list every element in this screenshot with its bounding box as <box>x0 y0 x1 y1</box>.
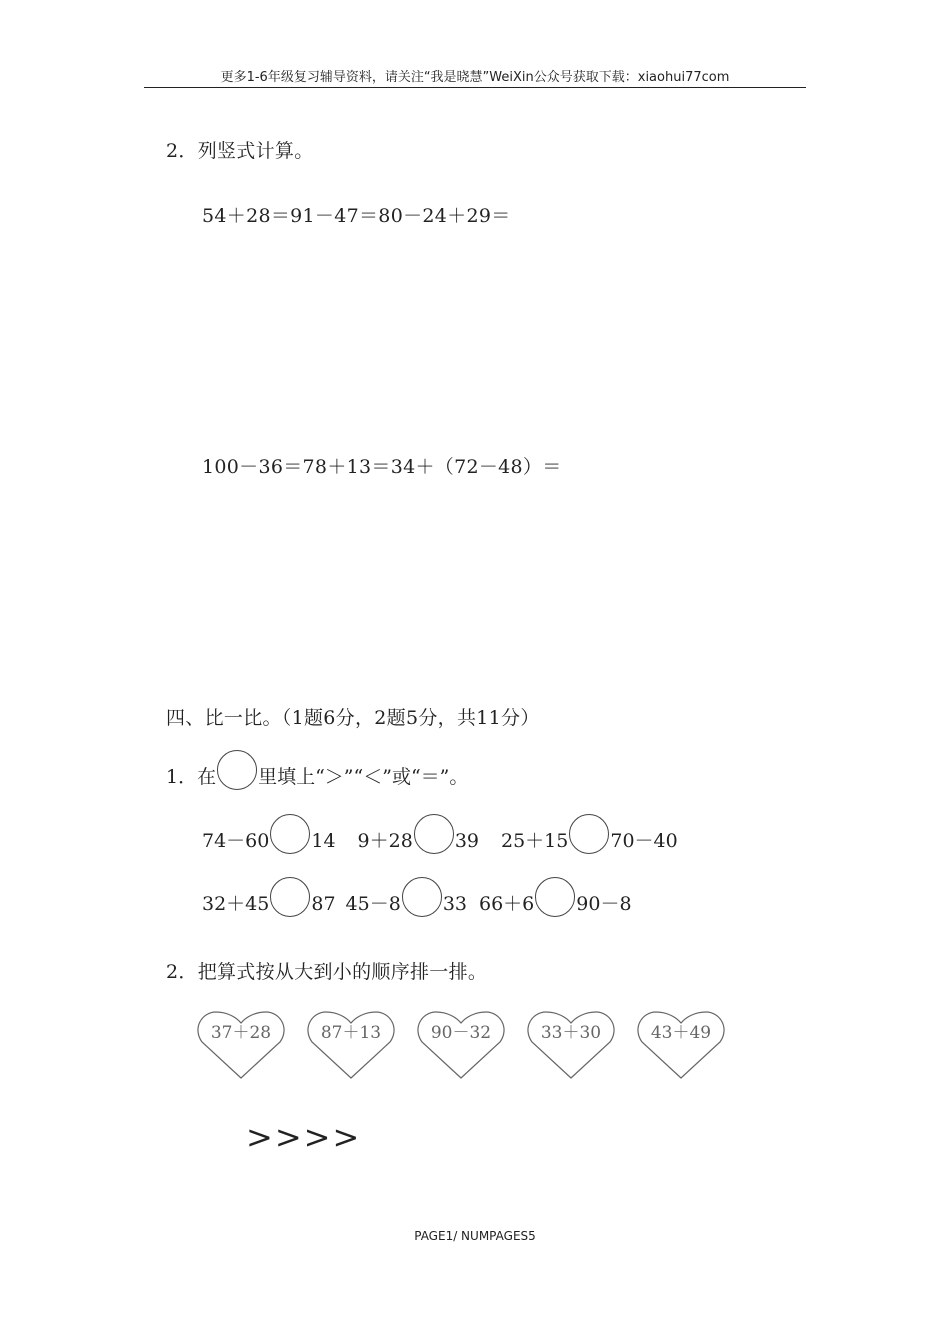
compare-right: 39 <box>454 830 479 852</box>
compare-left: 25＋15 <box>501 830 569 852</box>
compare-answer-circle[interactable] <box>535 877 575 917</box>
heart-card <box>308 1012 394 1078</box>
compare-left: 9＋28 <box>357 830 413 852</box>
compare-right: 14 <box>311 830 336 852</box>
heart-label: 33＋30 <box>540 1023 602 1043</box>
compare-right: 90－8 <box>576 893 632 915</box>
compare-answer-circle[interactable] <box>402 877 442 917</box>
instruction-prefix: 1．在 <box>166 766 217 788</box>
compare-answer-circle[interactable] <box>414 814 454 854</box>
compare-row-1 <box>202 814 678 852</box>
compare-instruction <box>166 750 468 788</box>
heart-label: 37＋28 <box>210 1023 272 1043</box>
page-footer: PAGE1/ NUMPAGES5 <box>414 1229 536 1243</box>
compare-right: 33 <box>442 893 467 915</box>
heart-card <box>638 1012 724 1078</box>
heart-card <box>418 1012 504 1078</box>
heart-card <box>528 1012 614 1078</box>
heart-label: 43＋49 <box>650 1023 712 1043</box>
page-header: 更多1-6年级复习辅导资料，请关注“我是晓慧”WeiXin公众号获取下载：xiaohui77com <box>220 70 730 85</box>
heart-label: 87＋13 <box>320 1023 382 1043</box>
compare-right: 87 <box>311 893 336 915</box>
compare-answer-circle[interactable] <box>270 814 310 854</box>
question-2-title: 2．列竖式计算。 <box>166 140 314 162</box>
heart-cards <box>196 1006 736 1082</box>
compare-left: 74－60 <box>202 830 270 852</box>
heart-label: 90－32 <box>430 1023 492 1043</box>
compare-answer-circle[interactable] <box>569 814 609 854</box>
compare-row-2 <box>202 877 632 915</box>
compare-left: 66＋6 <box>479 893 535 915</box>
order-answer-line: >>>> <box>246 1118 362 1156</box>
instruction-suffix: 里填上“＞”“＜”或“＝”。 <box>258 766 469 788</box>
header-rule <box>144 87 806 88</box>
compare-left: 45－8 <box>345 893 401 915</box>
compare-right: 70－40 <box>610 830 678 852</box>
calc-line-2: 100－36＝78＋13＝34＋（72－48）＝ <box>202 456 562 478</box>
circle-example-icon <box>217 750 257 790</box>
calc-line-1: 54＋28＝91－47＝80－24＋29＝ <box>202 205 511 227</box>
compare-left: 32＋45 <box>202 893 270 915</box>
heart-card <box>198 1012 284 1078</box>
compare-answer-circle[interactable] <box>270 877 310 917</box>
section-4-title: 四、比一比。（1题6分，2题5分，共11分） <box>166 707 540 729</box>
order-question-title: 2．把算式按从大到小的顺序排一排。 <box>166 961 488 983</box>
